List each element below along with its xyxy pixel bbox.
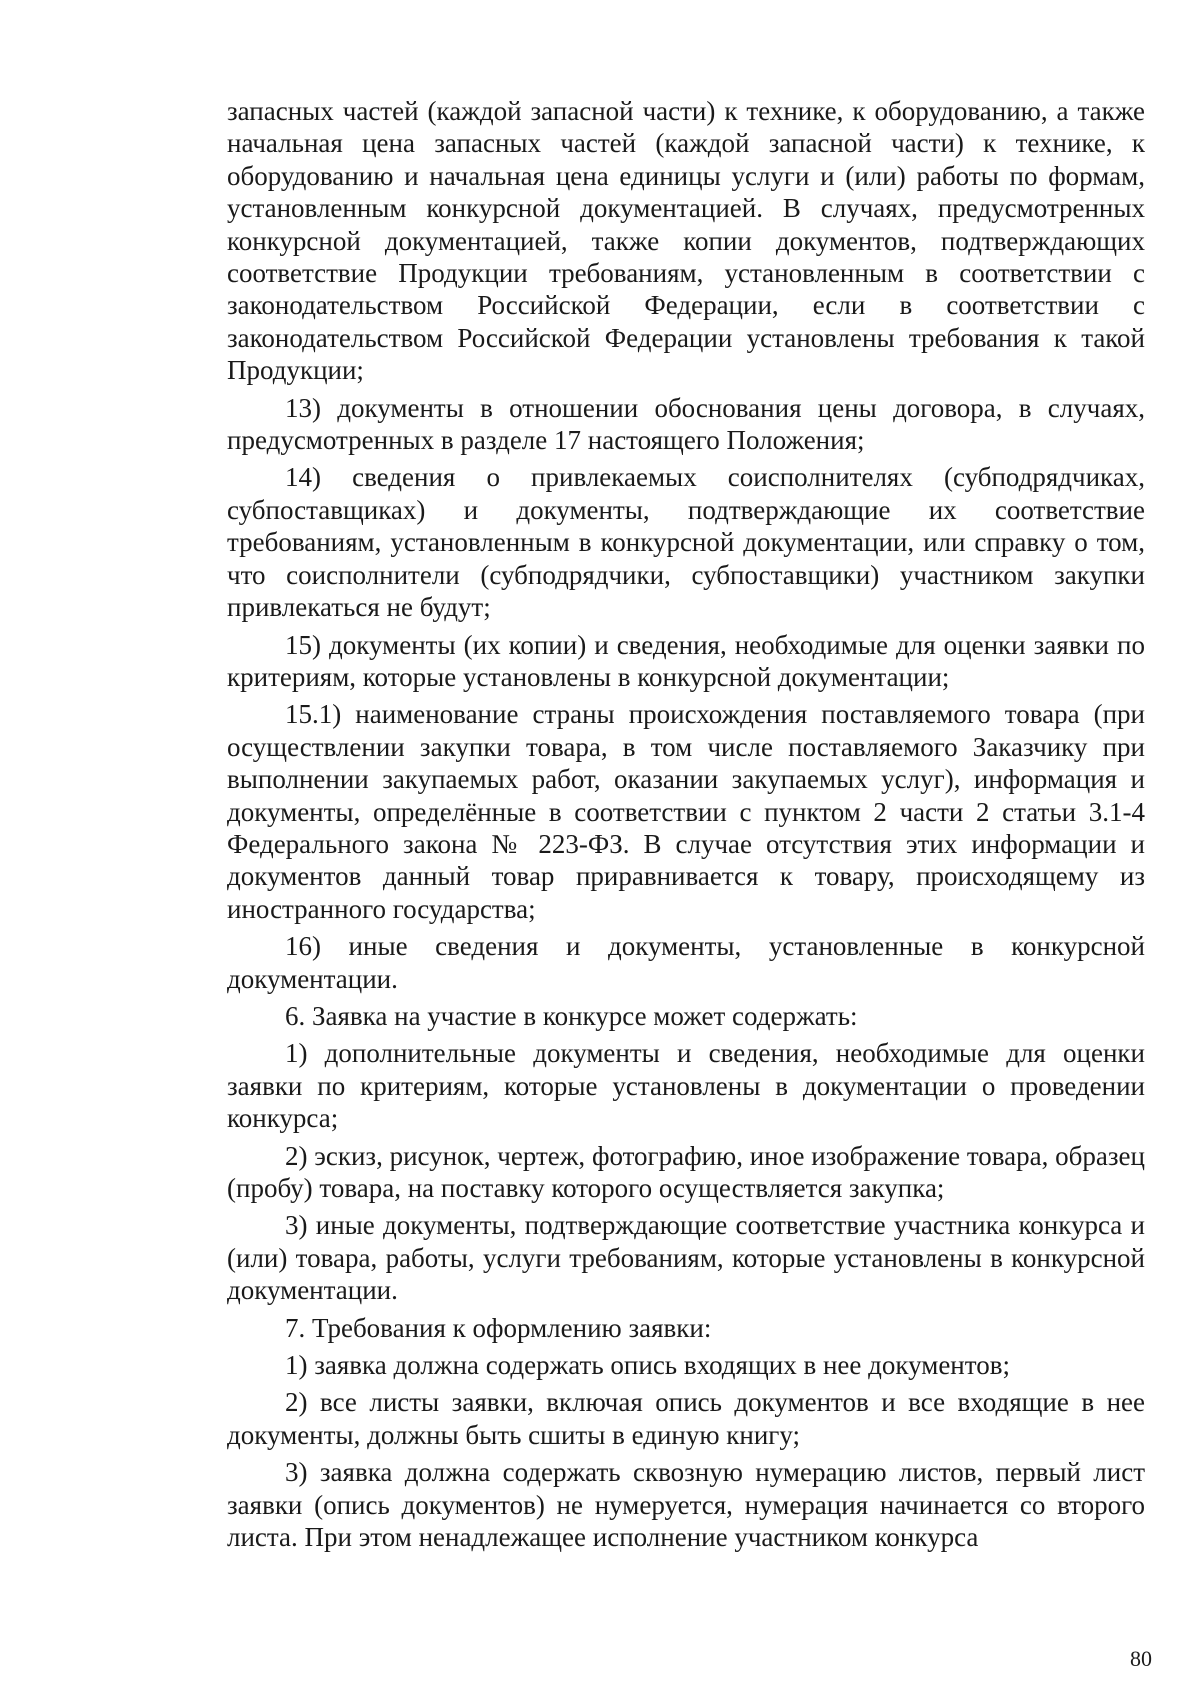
page-number: 80 — [1130, 1646, 1152, 1671]
paragraph-item-16: 16) иные сведения и документы, установленные в конкурсной документации. — [227, 931, 1145, 994]
paragraph-item-15-1: 15.1) наименование страны происхождения поставляемого товара (при осуществлении закупки товара, в том числе поставляемого Заказчику при выполнении закупаемых работ, оказании закупаемых услуг), информация и документы, определённые в соответствии с пунктом 2 части 2 статьи 3.1-4 Федерального закона № 223-ФЗ. В случае отсутствия этих информации и документов данный товар приравнивается к товару, происходящему из иностранного государства; — [227, 699, 1145, 924]
paragraph-item-15: 15) документы (их копии) и сведения, необходимые для оценки заявки по критериям, которые установлены в конкурсной документации; — [227, 629, 1145, 692]
paragraph-section-6-item-1: 1) дополнительные документы и сведения, необходимые для оценки заявки по критериям, которые установлены в документации о проведении конкурса; — [227, 1038, 1145, 1134]
paragraph-section-6-item-3: 3) иные документы, подтверждающие соответствие участника конкурса и (или) товара, работы, услуги требованиям, которые установлены в конкурсной документации. — [227, 1210, 1145, 1306]
paragraph-item-14: 14) сведения о привлекаемых соисполнителях (субподрядчиках, субпоставщиках) и документы, подтверждающие их соответствие требованиям, установленным в конкурсной документации, или справку о том, что соисполнители (субподрядчики, субпоставщики) участником закупки привлекаться не будут; — [227, 462, 1145, 623]
paragraph-item-13: 13) документы в отношении обоснования цены договора, в случаях, предусмотренных в разделе 17 настоящего Положения; — [227, 392, 1145, 456]
paragraph-section-6: 6. Заявка на участие в конкурсе может содержать: — [285, 1000, 858, 1031]
paragraph-section-7-item-3: 3) заявка должна содержать сквозную нумерацию листов, первый лист заявки (опись документов) не нумеруется, нумерация начинается со второго листа. При этом ненадлежащее исполнение участником конкурса — [227, 1457, 1145, 1553]
document-body — [227, 95, 1145, 1558]
paragraph-section-7: 7. Требования к оформлению заявки: — [285, 1312, 712, 1343]
paragraph-section-7-item-1: 1) заявка должна содержать опись входящих в нее документов; — [285, 1350, 1010, 1381]
paragraph-section-6-item-2: 2) эскиз, рисунок, чертеж, фотографию, иное изображение товара, образец (пробу) товара, на поставку которого осуществляется закупка; — [227, 1140, 1145, 1203]
paragraph-section-7-item-2: 2) все листы заявки, включая опись документов и все входящие в нее документы, должны быть сшиты в единую книгу; — [227, 1387, 1145, 1450]
paragraph-continuation: запасных частей (каждой запасной части) к технике, к оборудованию, а также начальная цена запасных частей (каждой запасной части) к технике, к оборудованию и начальная цена единицы услуги и (или) работы по формам, установленным конкурсной документацией. В случаях, предусмотренных конкурсной документацией, также копии документов, подтверждающих соответствие Продукции требованиям, установленным в соответствии с законодательством Российской Федерации, если в соответствии с законодательством Российской Федерации установлены требования к такой Продукции; — [227, 96, 1145, 386]
